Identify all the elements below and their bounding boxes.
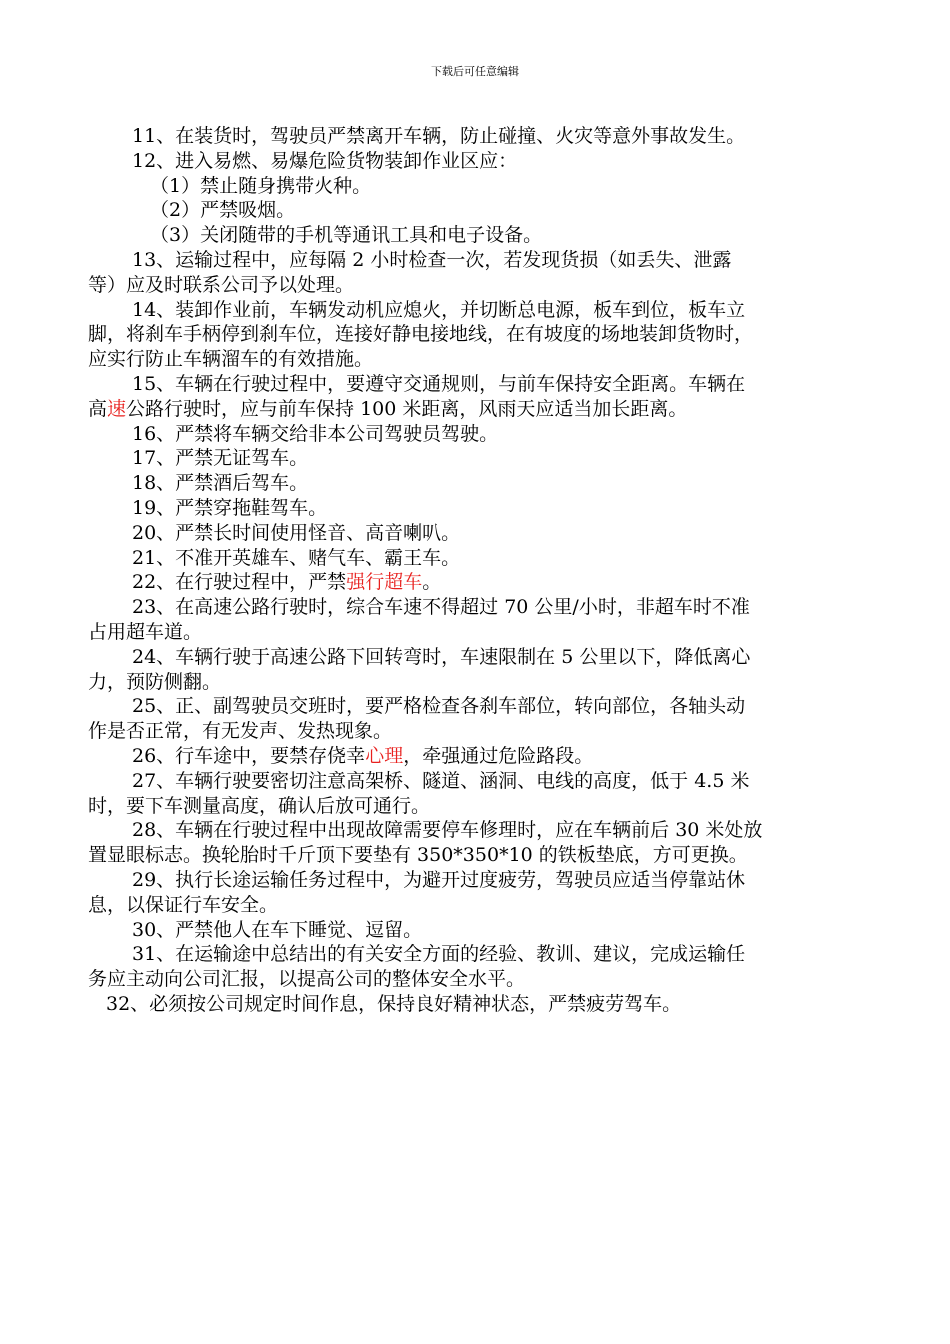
item-23: 23、在高速公路行驶时，综合车速不得超过 70 公里/小时，非超车时不准 <box>132 596 750 619</box>
item-27-cont: 时，要下车测量高度，确认后放可通行。 <box>88 794 431 817</box>
item-31: 31、在运输途中总结出的有关安全方面的经验、教训、建议，完成运输任 <box>132 943 746 966</box>
item-29-cont: 息，以保证行车安全。 <box>88 893 279 916</box>
item-24: 24、车辆行驶于高速公路下回转弯时，车速限制在 5 公里以下，降低离心 <box>132 645 751 668</box>
item-22 <box>88 570 864 595</box>
item-26 <box>88 744 864 769</box>
item-32: 32、必须按公司规定时间作息，保持良好精神状态，严禁疲劳驾车。 <box>106 992 682 1015</box>
item-31-cont: 务应主动向公司汇报，以提高公司的整体安全水平。 <box>88 968 526 991</box>
item-13: 13、运输过程中，应每隔 2 小时检查一次，若发现货损（如丢失、泄露 <box>132 248 732 271</box>
item-20: 20、严禁长时间使用怪音、高音喇叭。 <box>132 521 461 544</box>
item-15: 15、车辆在行驶过程中，要遵守交通规则，与前车保持安全距离。车辆在 <box>132 372 746 395</box>
item-27: 27、车辆行驶要密切注意高架桥、隧道、涵洞、电线的高度，低于 4.5 米 <box>132 769 750 792</box>
item-18: 18、严禁酒后驾车。 <box>132 472 309 495</box>
item-13-cont: 等）应及时联系公司予以处理。 <box>88 273 355 296</box>
item-15-highlight: 速 <box>107 397 127 420</box>
item-25-cont: 作是否正常，有无发声、发热现象。 <box>88 720 393 743</box>
document-body <box>88 124 864 1017</box>
item-16: 16、严禁将车辆交给非本公司驾驶员驾驶。 <box>132 422 499 445</box>
item-29: 29、执行长途运输任务过程中，为避开过度疲劳，驾驶员应适当停靠站休 <box>132 868 746 891</box>
item-12-sub-1: （1）禁止随身携带火种。 <box>150 174 372 197</box>
item-15-text-c: 公路行驶时，应与前车保持 100 米距离，风雨天应适当加长距离。 <box>126 397 688 420</box>
item-26-text-a: 26、行车途中，要禁存侥幸 <box>132 744 366 767</box>
item-14: 14、装卸作业前，车辆发动机应熄火，并切断总电源，板车到位，板车立 <box>132 298 746 321</box>
item-19: 19、严禁穿拖鞋驾车。 <box>132 496 328 519</box>
item-22-text-c: 。 <box>422 571 442 594</box>
item-12-sub-2: （2）严禁吸烟。 <box>150 199 296 222</box>
item-17: 17、严禁无证驾车。 <box>132 447 309 470</box>
item-22-highlight: 强行超车 <box>346 571 423 594</box>
item-12: 12、进入易燃、易爆危险货物装卸作业区应： <box>132 149 518 172</box>
item-30: 30、严禁他人在车下睡觉、逗留。 <box>132 918 423 941</box>
item-26-text-c: ，牵强通过危险路段。 <box>403 744 594 767</box>
item-12-sub-3: （3）关闭随带的手机等通讯工具和电子设备。 <box>150 224 543 247</box>
item-11: 11、在装货时，驾驶员严禁离开车辆，防止碰撞、火灾等意外事故发生。 <box>132 125 746 147</box>
item-22-text-a: 22、在行驶过程中，严禁 <box>132 571 347 594</box>
item-21: 21、不准开英雄车、赌气车、霸王车。 <box>132 546 461 569</box>
item-15-cont <box>88 397 864 422</box>
item-14-cont-2: 应实行防止车辆溜车的有效措施。 <box>88 348 374 371</box>
item-24-cont: 力，预防侧翻。 <box>88 670 222 693</box>
page-header: 下载后可任意编辑 <box>431 65 519 78</box>
item-25: 25、正、副驾驶员交班时，要严格检查各刹车部位，转向部位，各轴头动 <box>132 695 746 718</box>
item-26-highlight: 心理 <box>365 744 404 767</box>
item-15-text-a: 高 <box>88 397 108 420</box>
item-14-cont-1: 脚，将刹车手柄停到刹车位，连接好静电接地线，在有坡度的场地装卸货物时， <box>88 323 754 346</box>
item-28: 28、车辆在行驶过程中出现故障需要停车修理时，应在车辆前后 30 米处放 <box>132 819 763 842</box>
item-23-cont: 占用超车道。 <box>88 620 203 643</box>
item-28-cont: 置显眼标志。换轮胎时千斤顶下要垫有 350*350*10 的铁板垫底，方可更换。 <box>88 844 748 867</box>
